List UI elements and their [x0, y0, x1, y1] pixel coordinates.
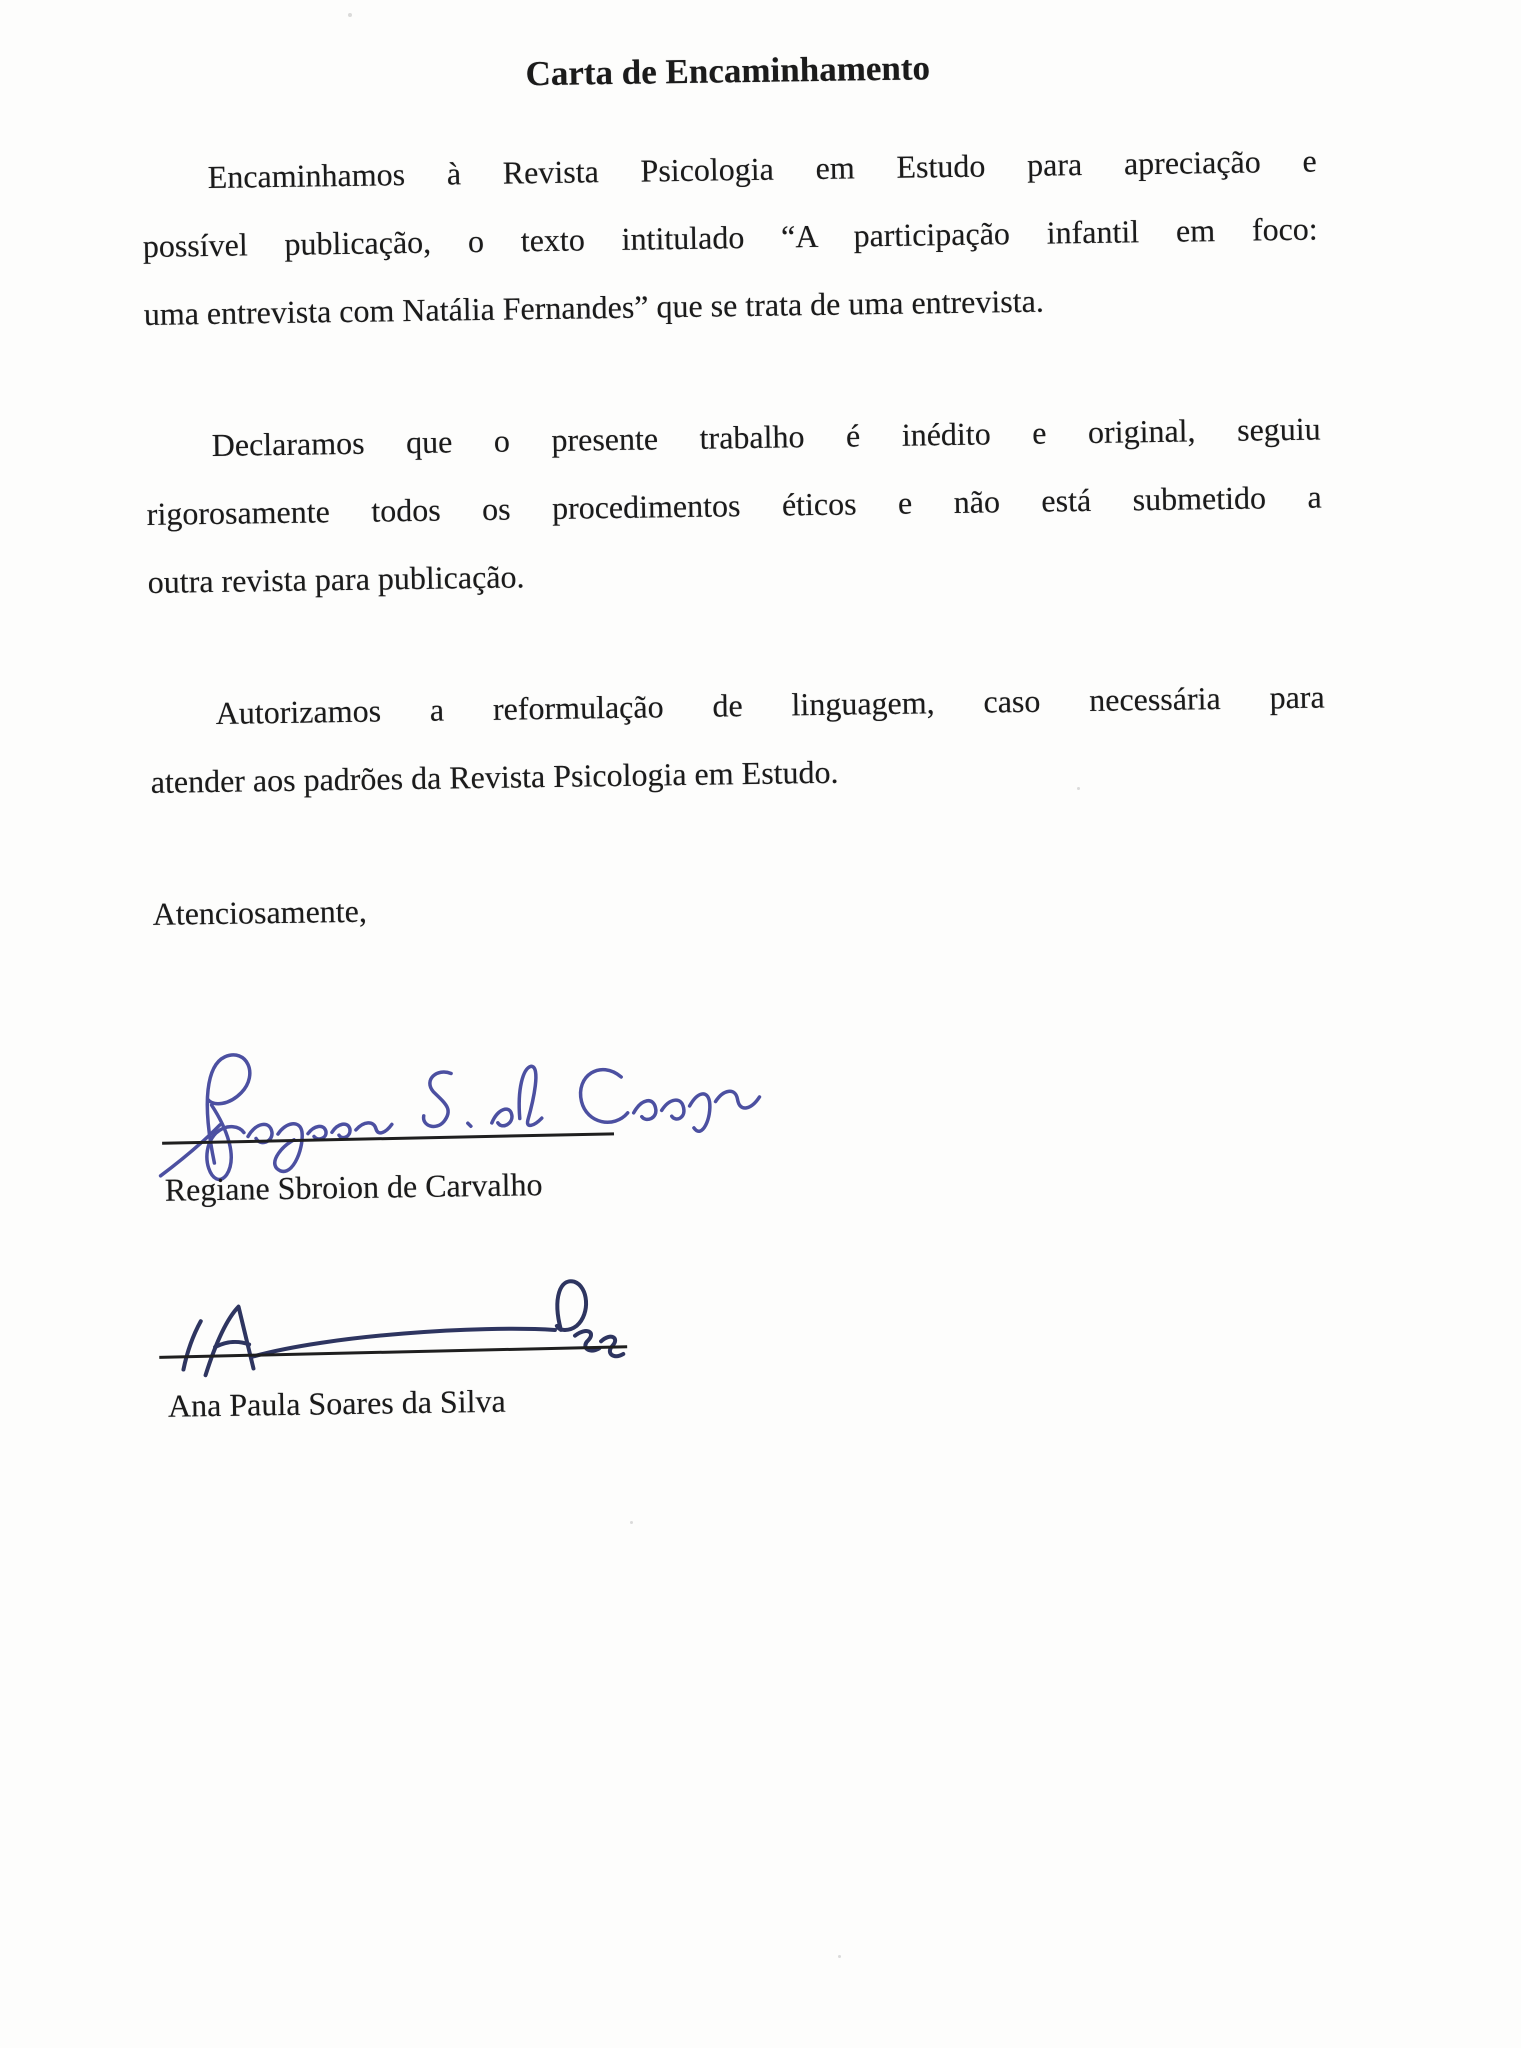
- paragraph-autorizamos: [149, 663, 1326, 816]
- letter-content: [140, 41, 1336, 1496]
- closing-salutation: Atenciosamente,: [152, 892, 368, 932]
- scan-speckle: [838, 1955, 841, 1958]
- signature-block-regiane: [155, 1018, 1333, 1275]
- text-line: uma entrevista com Natália Fernandes” que se trata de uma entrevista.: [143, 282, 1045, 332]
- text-line: rigorosamente todos os procedimentos éticos e não está submetido a: [146, 478, 1322, 532]
- paragraph-declaramos: [145, 395, 1323, 616]
- text-line: Declaramos que o presente trabalho é inédito e original, seguiu: [211, 410, 1321, 463]
- text-line: Encaminhamos à Revista Psicologia em Estudo para apreciação e: [207, 142, 1317, 196]
- signature-printed-name: Regiane Sbroion de Carvalho: [164, 1166, 543, 1208]
- scan-speckle: [1077, 787, 1080, 790]
- paragraph-encaminhamos: [141, 127, 1319, 348]
- scan-speckle: [630, 1521, 633, 1524]
- text-line: atender aos padrões da Revista Psicologia em Estudo.: [150, 753, 839, 800]
- text-line: outra revista para publicação.: [147, 558, 525, 600]
- signature-printed-name: Ana Paula Soares da Silva: [167, 1382, 506, 1424]
- signature-block-ana-paula: [158, 1258, 1336, 1495]
- signature-ana-paula-strokes: [182, 1280, 623, 1375]
- scan-speckle: [348, 13, 352, 17]
- text-line: Autorizamos a reformulação de linguagem, caso necessária para: [215, 678, 1325, 731]
- letter-title: Carta de Encaminhamento: [525, 48, 931, 94]
- text-line: possível publicação, o texto intitulado “A participação infantil em foco:: [142, 210, 1318, 264]
